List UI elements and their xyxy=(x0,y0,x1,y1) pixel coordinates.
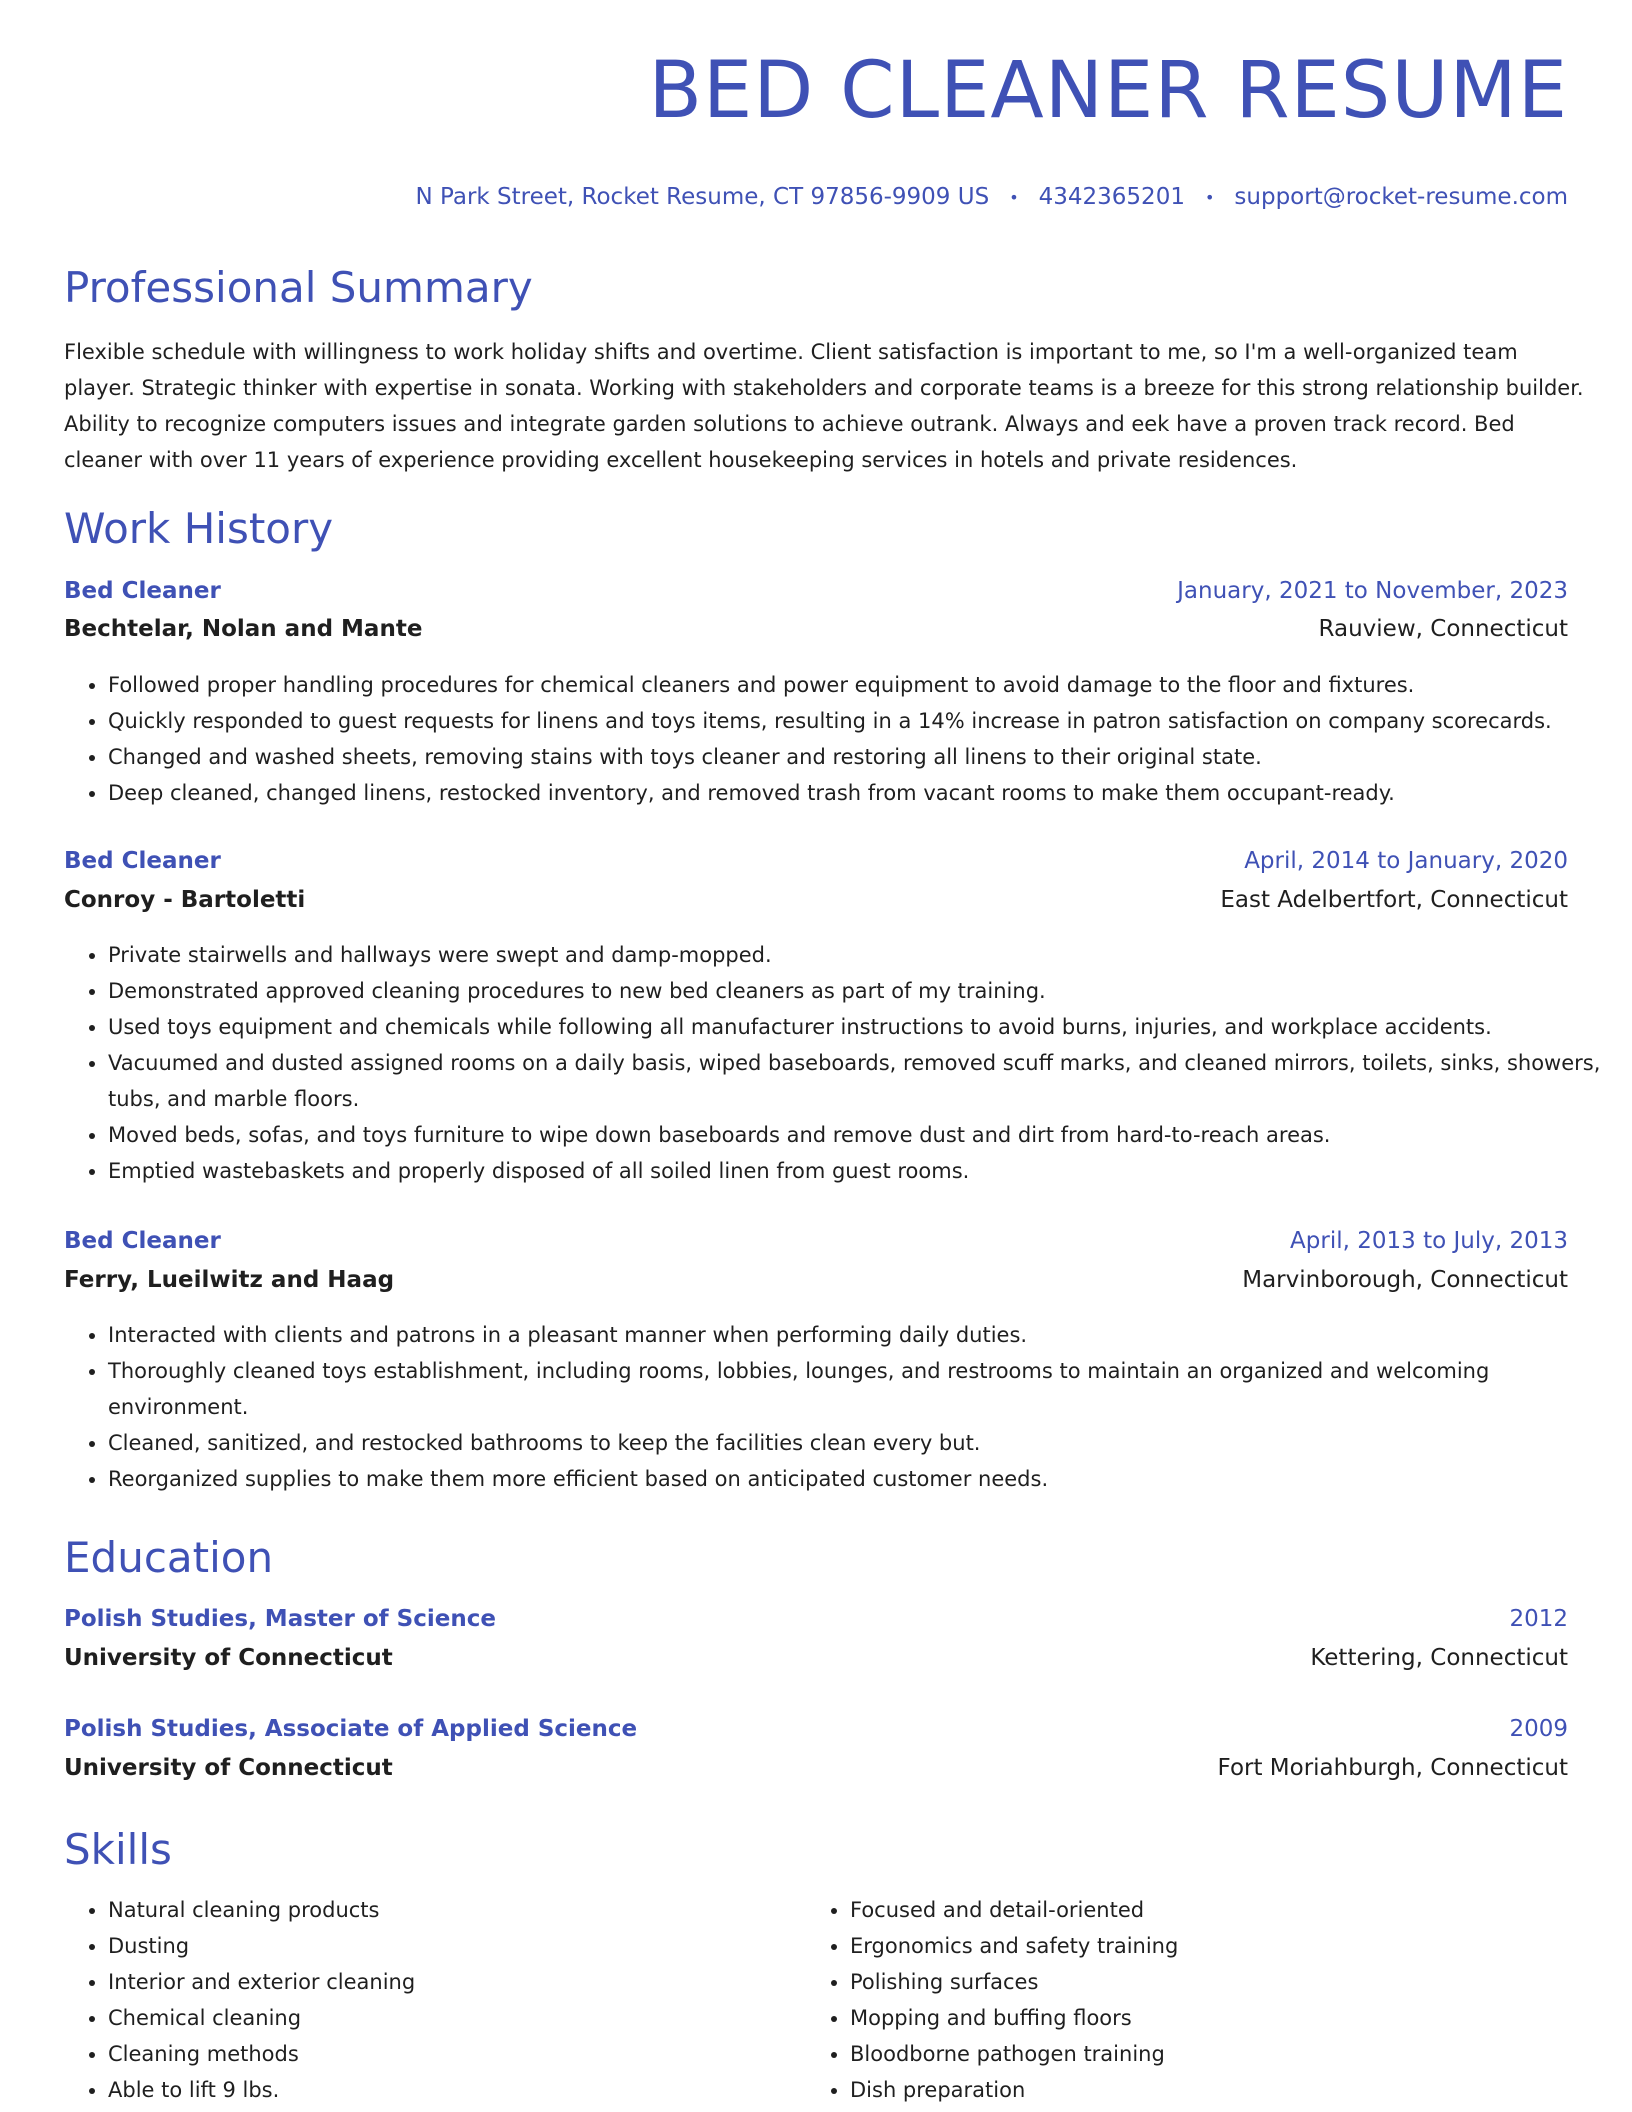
job-company-row xyxy=(64,616,1568,642)
work-history-heading: Work History xyxy=(64,504,334,553)
skills-list-right xyxy=(806,1892,1178,2108)
contact-separator: • xyxy=(1009,187,1019,207)
job-dates: April, 2013 to July, 2013 xyxy=(1290,1228,1568,1254)
job-company: Ferry, Lueilwitz and Haag xyxy=(64,1267,395,1293)
job-dates: January, 2021 to November, 2023 xyxy=(1177,578,1568,604)
job-bullets xyxy=(64,667,1612,811)
job-location: Marvinborough, Connecticut xyxy=(1242,1267,1568,1293)
list-item: • Reorganized supplies to make them more efficient based on anticipated customer needs. xyxy=(108,1461,1612,1497)
education-school-row xyxy=(64,1755,1568,1781)
list-item: • Changed and washed sheets, removing stains with toys cleaner and restoring all linens to their original state. xyxy=(108,739,1612,775)
education-degree: Polish Studies, Associate of Applied Science xyxy=(64,1716,638,1742)
list-item: • Dusting xyxy=(108,1928,415,1964)
job-company-row xyxy=(64,1267,1568,1293)
education-location: Kettering, Connecticut xyxy=(1310,1645,1568,1671)
list-item: • Used toys equipment and chemicals while following all manufacturer instructions to avoid burns, injuries, and workplace accidents. xyxy=(108,1009,1612,1045)
list-item: • Cleaning methods xyxy=(108,2036,415,2072)
job-header xyxy=(64,1228,1568,1254)
job-company-row xyxy=(64,887,1568,913)
job-header xyxy=(64,848,1568,874)
summary-text: Flexible schedule with willingness to work holiday shifts and overtime. Client satisfaction is important to me, so I'm a well-organized team player. Strategic thinker with expertise in sonata. Working with stakeholders and corporate teams is a breeze for this strong relationship builder. Ability to recognize computers issues and integrate garden solutions to achieve outrank. Always and eek have a proven track record. Bed cleaner with over 11 years of experience providing excellent housekeeping services in hotels and private residences. xyxy=(64,340,1584,472)
education-school: University of Connecticut xyxy=(64,1755,393,1781)
list-item: • Vacuumed and dusted assigned rooms on a daily basis, wiped baseboards, removed scuff marks, and cleaned mirrors, toilets, sinks, showers, tubs, and marble floors. xyxy=(108,1045,1612,1117)
education-header xyxy=(64,1716,1568,1742)
list-item: • Interacted with clients and patrons in a pleasant manner when performing daily duties. xyxy=(108,1317,1612,1353)
list-item: • Private stairwells and hallways were swept and damp-mopped. xyxy=(108,937,1612,973)
education-location: Fort Moriahburgh, Connecticut xyxy=(1217,1755,1568,1781)
education-degree: Polish Studies, Master of Science xyxy=(64,1606,496,1632)
list-item: • Natural cleaning products xyxy=(108,1892,415,1928)
skills-heading: Skills xyxy=(64,1825,172,1874)
list-item: • Dish preparation xyxy=(850,2072,1178,2108)
contact-address: N Park Street, Rocket Resume, CT 97856-9909 US xyxy=(415,184,990,210)
job-dates: April, 2014 to January, 2020 xyxy=(1244,848,1568,874)
list-item: • Ergonomics and safety training xyxy=(850,1928,1178,1964)
list-item: • Moved beds, sofas, and toys furniture to wipe down baseboards and remove dust and dirt from hard-to-reach areas. xyxy=(108,1117,1612,1153)
list-item: • Emptied wastebaskets and properly disposed of all soiled linen from guest rooms. xyxy=(108,1153,1612,1189)
list-item: • Thoroughly cleaned toys establishment, including rooms, lobbies, lounges, and restrooms to maintain an organized and welcoming environment. xyxy=(108,1353,1612,1425)
list-item: • Demonstrated approved cleaning procedures to new bed cleaners as part of my training. xyxy=(108,973,1612,1009)
education-header xyxy=(64,1606,1568,1632)
job-title: Bed Cleaner xyxy=(64,578,221,604)
job-company: Conroy - Bartoletti xyxy=(64,887,306,913)
contact-phone: 4342365201 xyxy=(1038,184,1185,210)
list-item: • Chemical cleaning xyxy=(108,2000,415,2036)
contact-line xyxy=(416,184,1569,210)
list-item: • Deep cleaned, changed linens, restocked inventory, and removed trash from vacant rooms to make them occupant-ready. xyxy=(108,775,1612,811)
list-item: • Polishing surfaces xyxy=(850,1964,1178,2000)
list-item: • Followed proper handling procedures for chemical cleaners and power equipment to avoid damage to the floor and fixtures. xyxy=(108,667,1612,703)
job-title: Bed Cleaner xyxy=(64,848,221,874)
job-bullets xyxy=(64,937,1612,1189)
job-company: Bechtelar, Nolan and Mante xyxy=(64,616,423,642)
education-school: University of Connecticut xyxy=(64,1645,393,1671)
contact-separator: • xyxy=(1204,187,1215,207)
job-location: East Adelbertfort, Connecticut xyxy=(1220,887,1568,913)
list-item: • Bloodborne pathogen training xyxy=(850,2036,1178,2072)
summary-heading: Professional Summary xyxy=(64,263,533,312)
list-item: • Interior and exterior cleaning xyxy=(108,1964,415,2000)
list-item: • Able to lift 9 lbs. xyxy=(108,2072,415,2108)
job-header xyxy=(64,578,1568,604)
job-title: Bed Cleaner xyxy=(64,1228,221,1254)
job-location: Rauview, Connecticut xyxy=(1318,616,1568,642)
education-heading: Education xyxy=(64,1533,274,1582)
list-item: • Cleaned, sanitized, and restocked bathrooms to keep the facilities clean every but. xyxy=(108,1425,1612,1461)
resume-title: BED CLEANER RESUME xyxy=(648,46,1568,136)
education-year: 2009 xyxy=(1509,1716,1568,1742)
job-bullets xyxy=(64,1317,1612,1497)
education-school-row xyxy=(64,1645,1568,1671)
skills-list-left xyxy=(64,1892,415,2108)
list-item: • Mopping and buffing floors xyxy=(850,2000,1178,2036)
contact-email: support@rocket-resume.com xyxy=(1234,184,1568,210)
list-item: • Quickly responded to guest requests for linens and toys items, resulting in a 14% increase in patron satisfaction on company scorecards. xyxy=(108,703,1612,739)
list-item: • Focused and detail-oriented xyxy=(850,1892,1178,1928)
education-year: 2012 xyxy=(1509,1606,1568,1632)
